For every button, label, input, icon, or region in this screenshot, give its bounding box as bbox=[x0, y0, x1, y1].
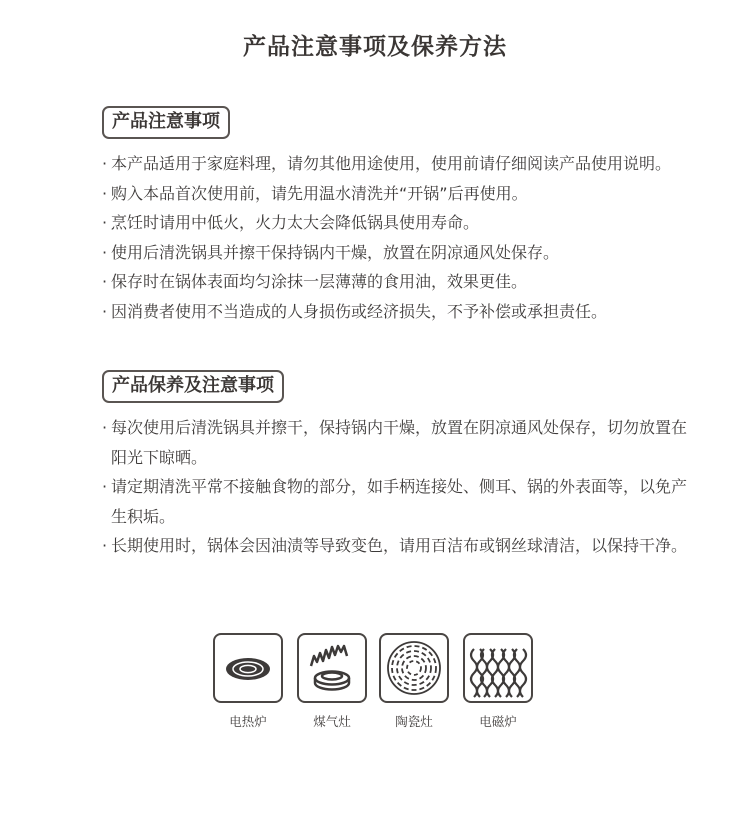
stove-label: 煤气灶 bbox=[313, 714, 351, 729]
list-item: · 每次使用后清洗锅具并擦干，保持锅内干燥，放置在阴凉通风处保存，切勿放置在阳光下晾晒。 bbox=[102, 413, 702, 472]
list-item: · 使用后清洗锅具并擦干保持锅内干燥，放置在阴凉通风处保存。 bbox=[102, 238, 702, 268]
stove-item bbox=[213, 633, 283, 730]
bullet: · bbox=[102, 301, 108, 321]
stove-item bbox=[463, 633, 533, 730]
list-item: · 本产品适用于家庭料理，请勿其他用途使用，使用前请仔细阅读产品使用说明。 bbox=[102, 149, 702, 179]
bullet: · bbox=[102, 477, 108, 496]
stove-item bbox=[379, 633, 449, 730]
stove-label: 陶瓷灶 bbox=[395, 714, 433, 729]
bullet: · bbox=[102, 242, 108, 262]
stove-item bbox=[297, 633, 367, 730]
bullet: · bbox=[102, 418, 108, 437]
list-item: · 保存时在锅体表面均匀涂抹一层薄薄的食用油，效果更佳。 bbox=[102, 267, 702, 297]
section-precautions bbox=[102, 106, 702, 326]
bullet: · bbox=[102, 272, 108, 291]
bullet: · bbox=[102, 154, 108, 173]
electric-stove-icon bbox=[213, 633, 283, 703]
gas-stove-icon bbox=[297, 633, 367, 703]
bullet: · bbox=[102, 183, 108, 203]
list-item: · 烹饪时请用中低火，火力太大会降低锅具使用寿命。 bbox=[102, 208, 702, 238]
stove-compatibility bbox=[213, 633, 543, 733]
list-item: · 长期使用时，锅体会因油渍等导致变色，请用百洁布或钢丝球清洁，以保持干净。 bbox=[102, 531, 702, 561]
section-heading: 产品注意事项 bbox=[102, 106, 230, 139]
induction-stove-icon bbox=[463, 633, 533, 703]
stove-label: 电热炉 bbox=[229, 714, 267, 729]
list-item: · 因消费者使用不当造成的人身损伤或经济损失，不予补偿或承担责任。 bbox=[102, 297, 702, 327]
section-heading: 产品保养及注意事项 bbox=[102, 370, 284, 403]
bullet: · bbox=[102, 213, 108, 232]
section-maintenance bbox=[102, 370, 702, 561]
stove-label: 电磁炉 bbox=[479, 714, 517, 729]
list-item: · 请定期清洗平常不接触食物的部分，如手柄连接处、侧耳、锅的外表面等，以免产生积垢。 bbox=[102, 472, 702, 531]
ceramic-stove-icon bbox=[379, 633, 449, 703]
page-title: 产品注意事项及保养方法 bbox=[243, 34, 507, 60]
list-item: · 购入本品首次使用前，请先用温水清洗并“开锅”后再使用。 bbox=[102, 179, 702, 209]
bullet: · bbox=[102, 536, 108, 555]
